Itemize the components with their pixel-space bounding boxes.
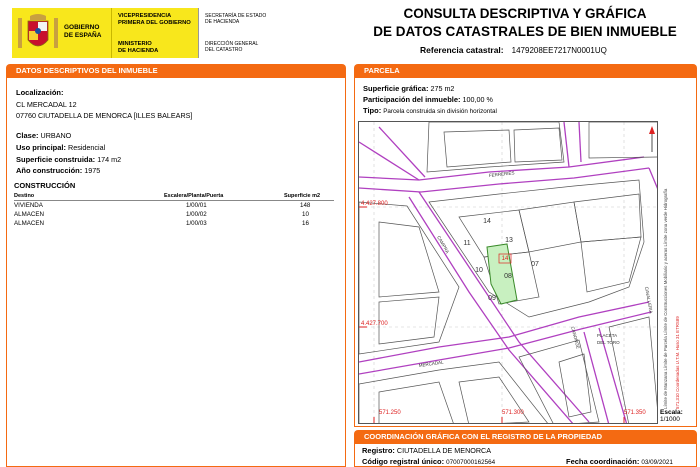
- col-superficie: Superficie m2: [284, 193, 321, 199]
- parcel-11: 11: [463, 240, 471, 247]
- street-placeta-del-toro: PLACETA: [597, 333, 618, 338]
- registro-value: CIUTADELLA DE MENORCA: [396, 446, 492, 455]
- direccion-line2: DEL CATASTRO: [205, 47, 243, 53]
- gobierno-line2: DE ESPAÑA: [64, 32, 102, 39]
- codigo-value: 07007000162564: [446, 459, 496, 466]
- anio-value: 1975: [84, 166, 101, 175]
- datos-descriptivos-bar: [6, 64, 346, 78]
- clase-row: Clase: URBANO: [16, 131, 72, 140]
- ministerio-line1: VICEPRESIDENCIA: [118, 13, 172, 19]
- row-destino: ALMACEN: [14, 220, 44, 227]
- gobierno-line1: GOBIERNO: [64, 24, 100, 31]
- cadastral-map[interactable]: [358, 121, 658, 424]
- parcel-08: 08: [504, 273, 512, 280]
- coord-x-2: 571.300: [502, 410, 524, 416]
- col-destino: Destino: [14, 193, 35, 199]
- parcel-09: 09: [488, 295, 496, 302]
- anio-row: Año construcción: 1975: [16, 166, 101, 175]
- construccion-title: CONSTRUCCIÓN: [14, 181, 76, 190]
- uso-row: Uso principal: Residencial: [16, 143, 106, 152]
- secretaria-block: [198, 8, 270, 58]
- map-side-coords: [673, 121, 685, 411]
- registro-row: Registro: CIUTADELLA DE MENORCA: [362, 446, 492, 455]
- document-header: [0, 0, 700, 62]
- parcela-bar: [354, 64, 697, 78]
- construccion-table-header: [14, 193, 334, 201]
- title-line2: DE DATOS CATASTRALES DE BIEN INMUEBLE: [373, 24, 677, 39]
- row-superficie: 10: [302, 211, 309, 218]
- address-line1: CL MERCADAL 12: [16, 100, 77, 109]
- street-campra: CAMPRA: [436, 235, 451, 255]
- secretaria-line1: SECRETARÍA DE ESTADO: [205, 13, 267, 19]
- row-destino: ALMACEN: [14, 211, 44, 218]
- side-legend-text: Límite de Manzana Límite de Parcela Límite de Construcciones Mobiliario y aceras Límite zona verde Hidrografía: [663, 188, 668, 409]
- ref-label: Referencia catastral:: [420, 45, 504, 55]
- row-superficie: 148: [300, 202, 311, 209]
- parcel-13: 13: [505, 237, 513, 244]
- document-title: [350, 5, 700, 41]
- tipo-row: Tipo: Parcela construida sin división horizontal: [363, 106, 497, 115]
- ministerio-line4: DE HACIENDA: [118, 48, 159, 54]
- direccion-line1: DIRECCIÓN GENERAL: [205, 41, 259, 47]
- fecha-row: Fecha coordinación: 03/09/2021: [566, 457, 673, 466]
- parcel-14: 14: [483, 218, 491, 225]
- col-escalera: Escalera/Planta/Puerta: [164, 193, 224, 199]
- parcela-title: PARCELA: [364, 66, 400, 75]
- superficie-construida-value: 174 m2: [97, 155, 122, 164]
- participacion-row: Participación del inmueble: 100,00 %: [363, 95, 493, 104]
- street-cavalleria: CAVALLERIA: [644, 286, 654, 314]
- row-destino: VIVIENDA: [14, 202, 43, 209]
- ministerio-line3: MINISTERIO: [118, 41, 152, 47]
- fecha-value: 03/09/2021: [641, 459, 673, 466]
- superficie-construida-row: Superficie construida: 174 m2: [16, 155, 122, 164]
- parcel-10: 10: [475, 267, 483, 274]
- street-ferreries: FERRERIES: [488, 170, 515, 178]
- datos-descriptivos-title: DATOS DESCRIPTIVOS DEL INMUEBLE: [16, 66, 158, 75]
- clase-value: URBANO: [40, 131, 72, 140]
- address-line2: 07760 CIUTADELLA DE MENORCA [ILLES BALEARS]: [16, 111, 193, 120]
- svg-text:14: 14: [501, 256, 509, 262]
- ref-value: 1479208EE7217N0001UQ: [511, 46, 607, 55]
- row-escalera: 1/00/03: [186, 220, 207, 227]
- coord-y-2: 4.427.700: [361, 321, 388, 327]
- street-canonge: CANONGE: [570, 325, 581, 350]
- escala: [660, 409, 696, 423]
- coordinacion-title: COORDINACIÓN GRÁFICA CON EL REGISTRO DE LA PROPIEDAD: [364, 432, 603, 441]
- row-superficie: 16: [302, 220, 309, 227]
- escala-value: 1/1000: [660, 416, 680, 423]
- gobierno-logo: [12, 8, 111, 58]
- row-escalera: 1/00/02: [186, 211, 207, 218]
- secretaria-line2: DE HACIENDA: [205, 19, 240, 25]
- escala-label: Escala:: [660, 409, 683, 416]
- cadastral-map-svg: [359, 122, 658, 424]
- superficie-grafica-value: 275 m2: [430, 84, 455, 93]
- codigo-row: Código registral único: 07007000162564: [362, 457, 496, 466]
- row-escalera: 1/00/01: [186, 202, 207, 209]
- parcel-07: 07: [531, 261, 539, 268]
- coat-of-arms-icon: [16, 12, 60, 54]
- localizacion-label: Localización:: [16, 88, 64, 97]
- coord-y-1: 4.427.800: [361, 201, 388, 207]
- referencia-catastral: [420, 45, 607, 55]
- street-mercadal: MERCADAL: [418, 359, 444, 368]
- coordinacion-bar: [354, 430, 697, 444]
- title-line1: CONSULTA DESCRIPTIVA Y GRÁFICA: [403, 6, 647, 21]
- ministerio-line2: PRIMERA DEL GOBIERNO: [118, 20, 191, 26]
- tipo-value: Parcela construida sin división horizontal: [383, 108, 497, 115]
- map-side-legend: [661, 121, 673, 411]
- side-coord-text: 571,310 Coordenadas U.T.M. Huso 31 ETRS89: [675, 316, 680, 409]
- coord-x-3: 571.350: [624, 410, 646, 416]
- superficie-grafica-row: Superficie gráfica: 275 m2: [363, 84, 455, 93]
- north-arrow-icon: [649, 126, 655, 152]
- coord-x-1: 571.250: [379, 410, 401, 416]
- ministerio-block: [111, 8, 198, 58]
- participacion-value: 100,00 %: [462, 95, 493, 104]
- svg-text:DEL TORO: DEL TORO: [597, 340, 620, 345]
- uso-value: Residencial: [68, 143, 106, 152]
